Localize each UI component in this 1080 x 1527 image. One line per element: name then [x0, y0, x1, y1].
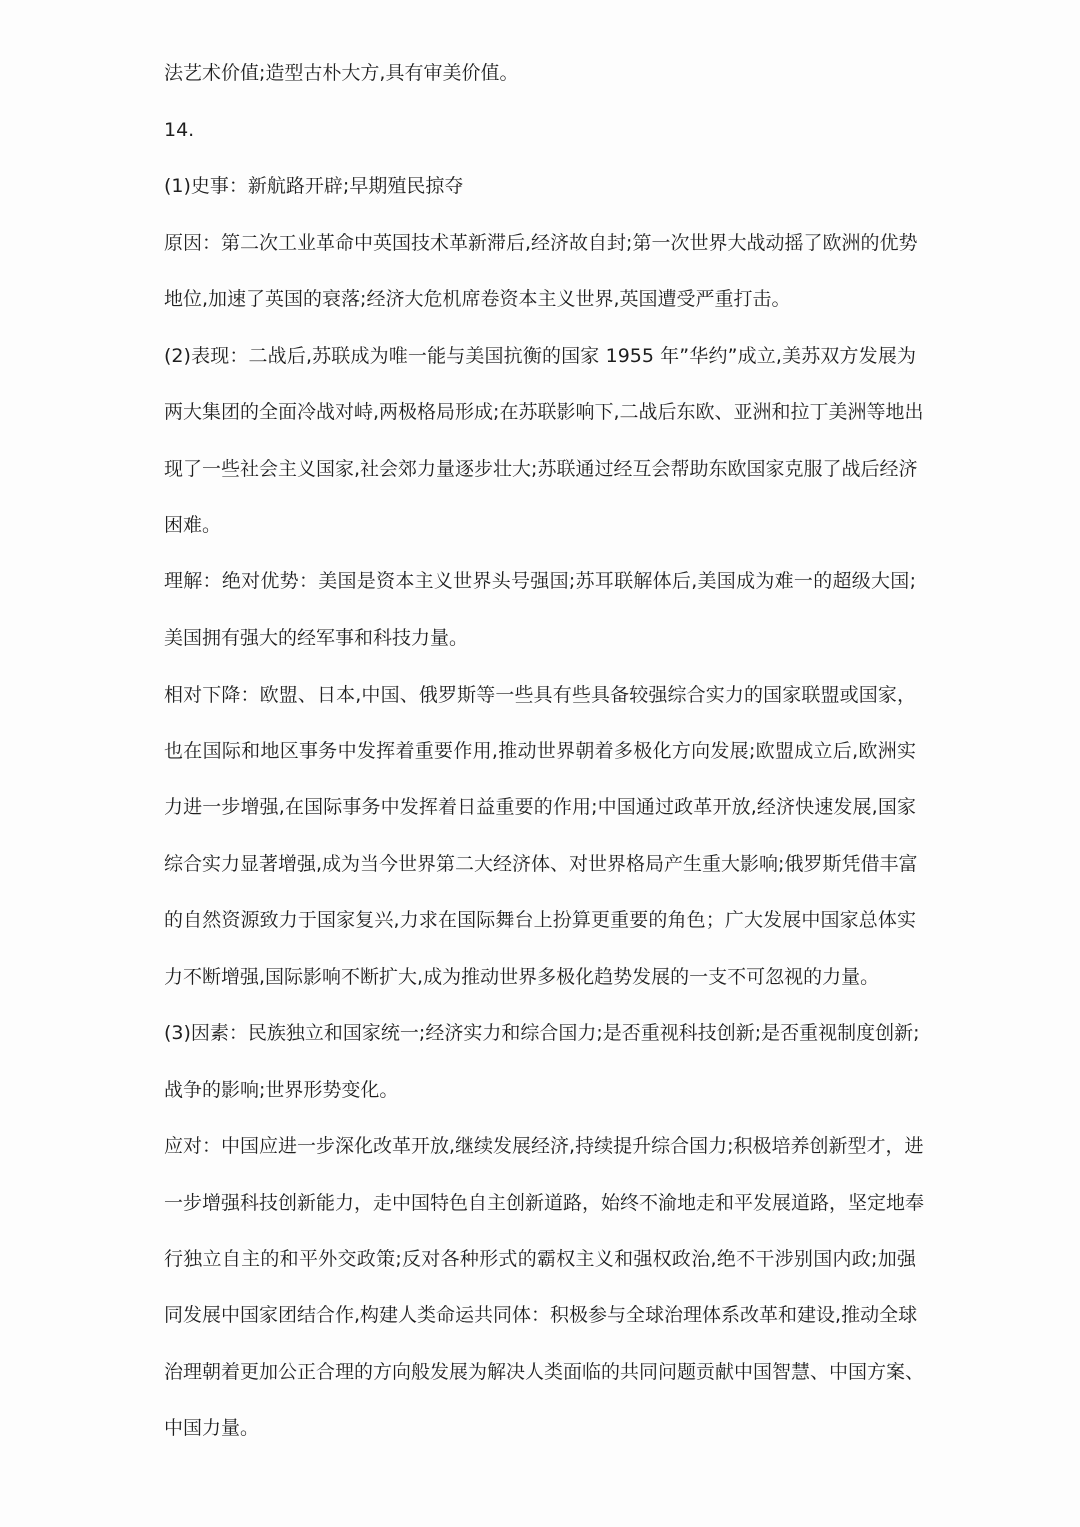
text-line: 一步增强科技创新能力，走中国特色自主创新道路，始终不渝地走和平发展道路，坚定地奉 — [164, 1192, 925, 1214]
text-line: 困难。 — [164, 514, 222, 536]
text-line: 现了一些社会主义国家,社会郊力量逐步壮大;苏联通过经互会帮助东欧国家克服了战后经济 — [164, 458, 918, 480]
text-line: 同发展中国家团结合作,构建人类命运共同体：积极参与全球治理体系改革和建设,推动全球 — [164, 1304, 918, 1326]
text-line: 力不断增强,国际影响不断扩大,成为推动世界多极化趋势发展的一支不可忽视的力量。 — [164, 966, 880, 988]
text-line: 理解：绝对优势：美国是资本主义世界头号强国;苏耳联解体后,美国成为难一的超级大国; — [164, 570, 916, 592]
text-line: 行独立自主的和平外交政策;反对各种形式的霸权主义和强权政治,绝不干涉别国内政;加强 — [164, 1248, 916, 1270]
text-line: 的自然资源致力于国家复兴,力求在国际舞台上扮算更重要的角色；广大发展中国家总体实 — [164, 909, 916, 931]
text-line: (1)史事：新航路开辟;早期殖民掠夺 — [164, 175, 464, 197]
text-line: 治理朝着更加公正合理的方向般发展为解决人类面临的共同问题贡献中国智慧、中国方案、 — [164, 1361, 925, 1383]
text-line: 法艺术价值;造型古朴大方,具有审美价值。 — [164, 62, 519, 84]
text-line: 也在国际和地区事务中发挥着重要作用,推动世界朝着多极化方向发展;欧盟成立后,欧洲实 — [164, 740, 916, 762]
question-number: 14. — [164, 119, 195, 141]
text-line: 综合实力显著增强,成为当今世界第二大经济体、对世界格局产生重大影响;俄罗斯凭借丰富 — [164, 853, 918, 875]
text-line: 原因：第二次工业革命中英国技术革新滞后,经济故自封;第一次世界大战动摇了欧洲的优势 — [164, 232, 918, 254]
text-line: 相对下降：欧盟、日本,中国、俄罗斯等一些具有些具备较强综合实力的国家联盟或国家， — [164, 684, 916, 706]
text-line: 中国力量。 — [164, 1417, 260, 1439]
text-line: 地位,加速了英国的衰落;经济大危机席卷资本主义世界,英国遭受严重打击。 — [164, 288, 791, 310]
text-line: 力进一步增强,在国际事务中发挥着日益重要的作用;中国通过政革开放,经济快速发展,国家 — [164, 796, 916, 818]
text-line: (3)因素：民族独立和国家统一;经济实力和综合国力;是否重视科技创新;是否重视制度创新; — [164, 1022, 920, 1044]
text-line: (2)表现：二战后,苏联成为唯一能与美国抗衡的国家 1955 年”华约”成立,美苏双方发展为 — [164, 345, 916, 367]
text-line: 美国拥有强大的经军事和科技力量。 — [164, 627, 469, 649]
text-line: 应对：中国应进一步深化改革开放,继续发展经济,持续提升综合国力;积极培养创新型才，进 — [164, 1135, 924, 1157]
text-line: 战争的影响;世界形势变化。 — [164, 1079, 399, 1101]
text-line: 两大集团的全面冷战对峙,两极格局形成;在苏联影响下,二战后东欧、亚洲和拉丁美洲等地出 — [164, 401, 924, 423]
